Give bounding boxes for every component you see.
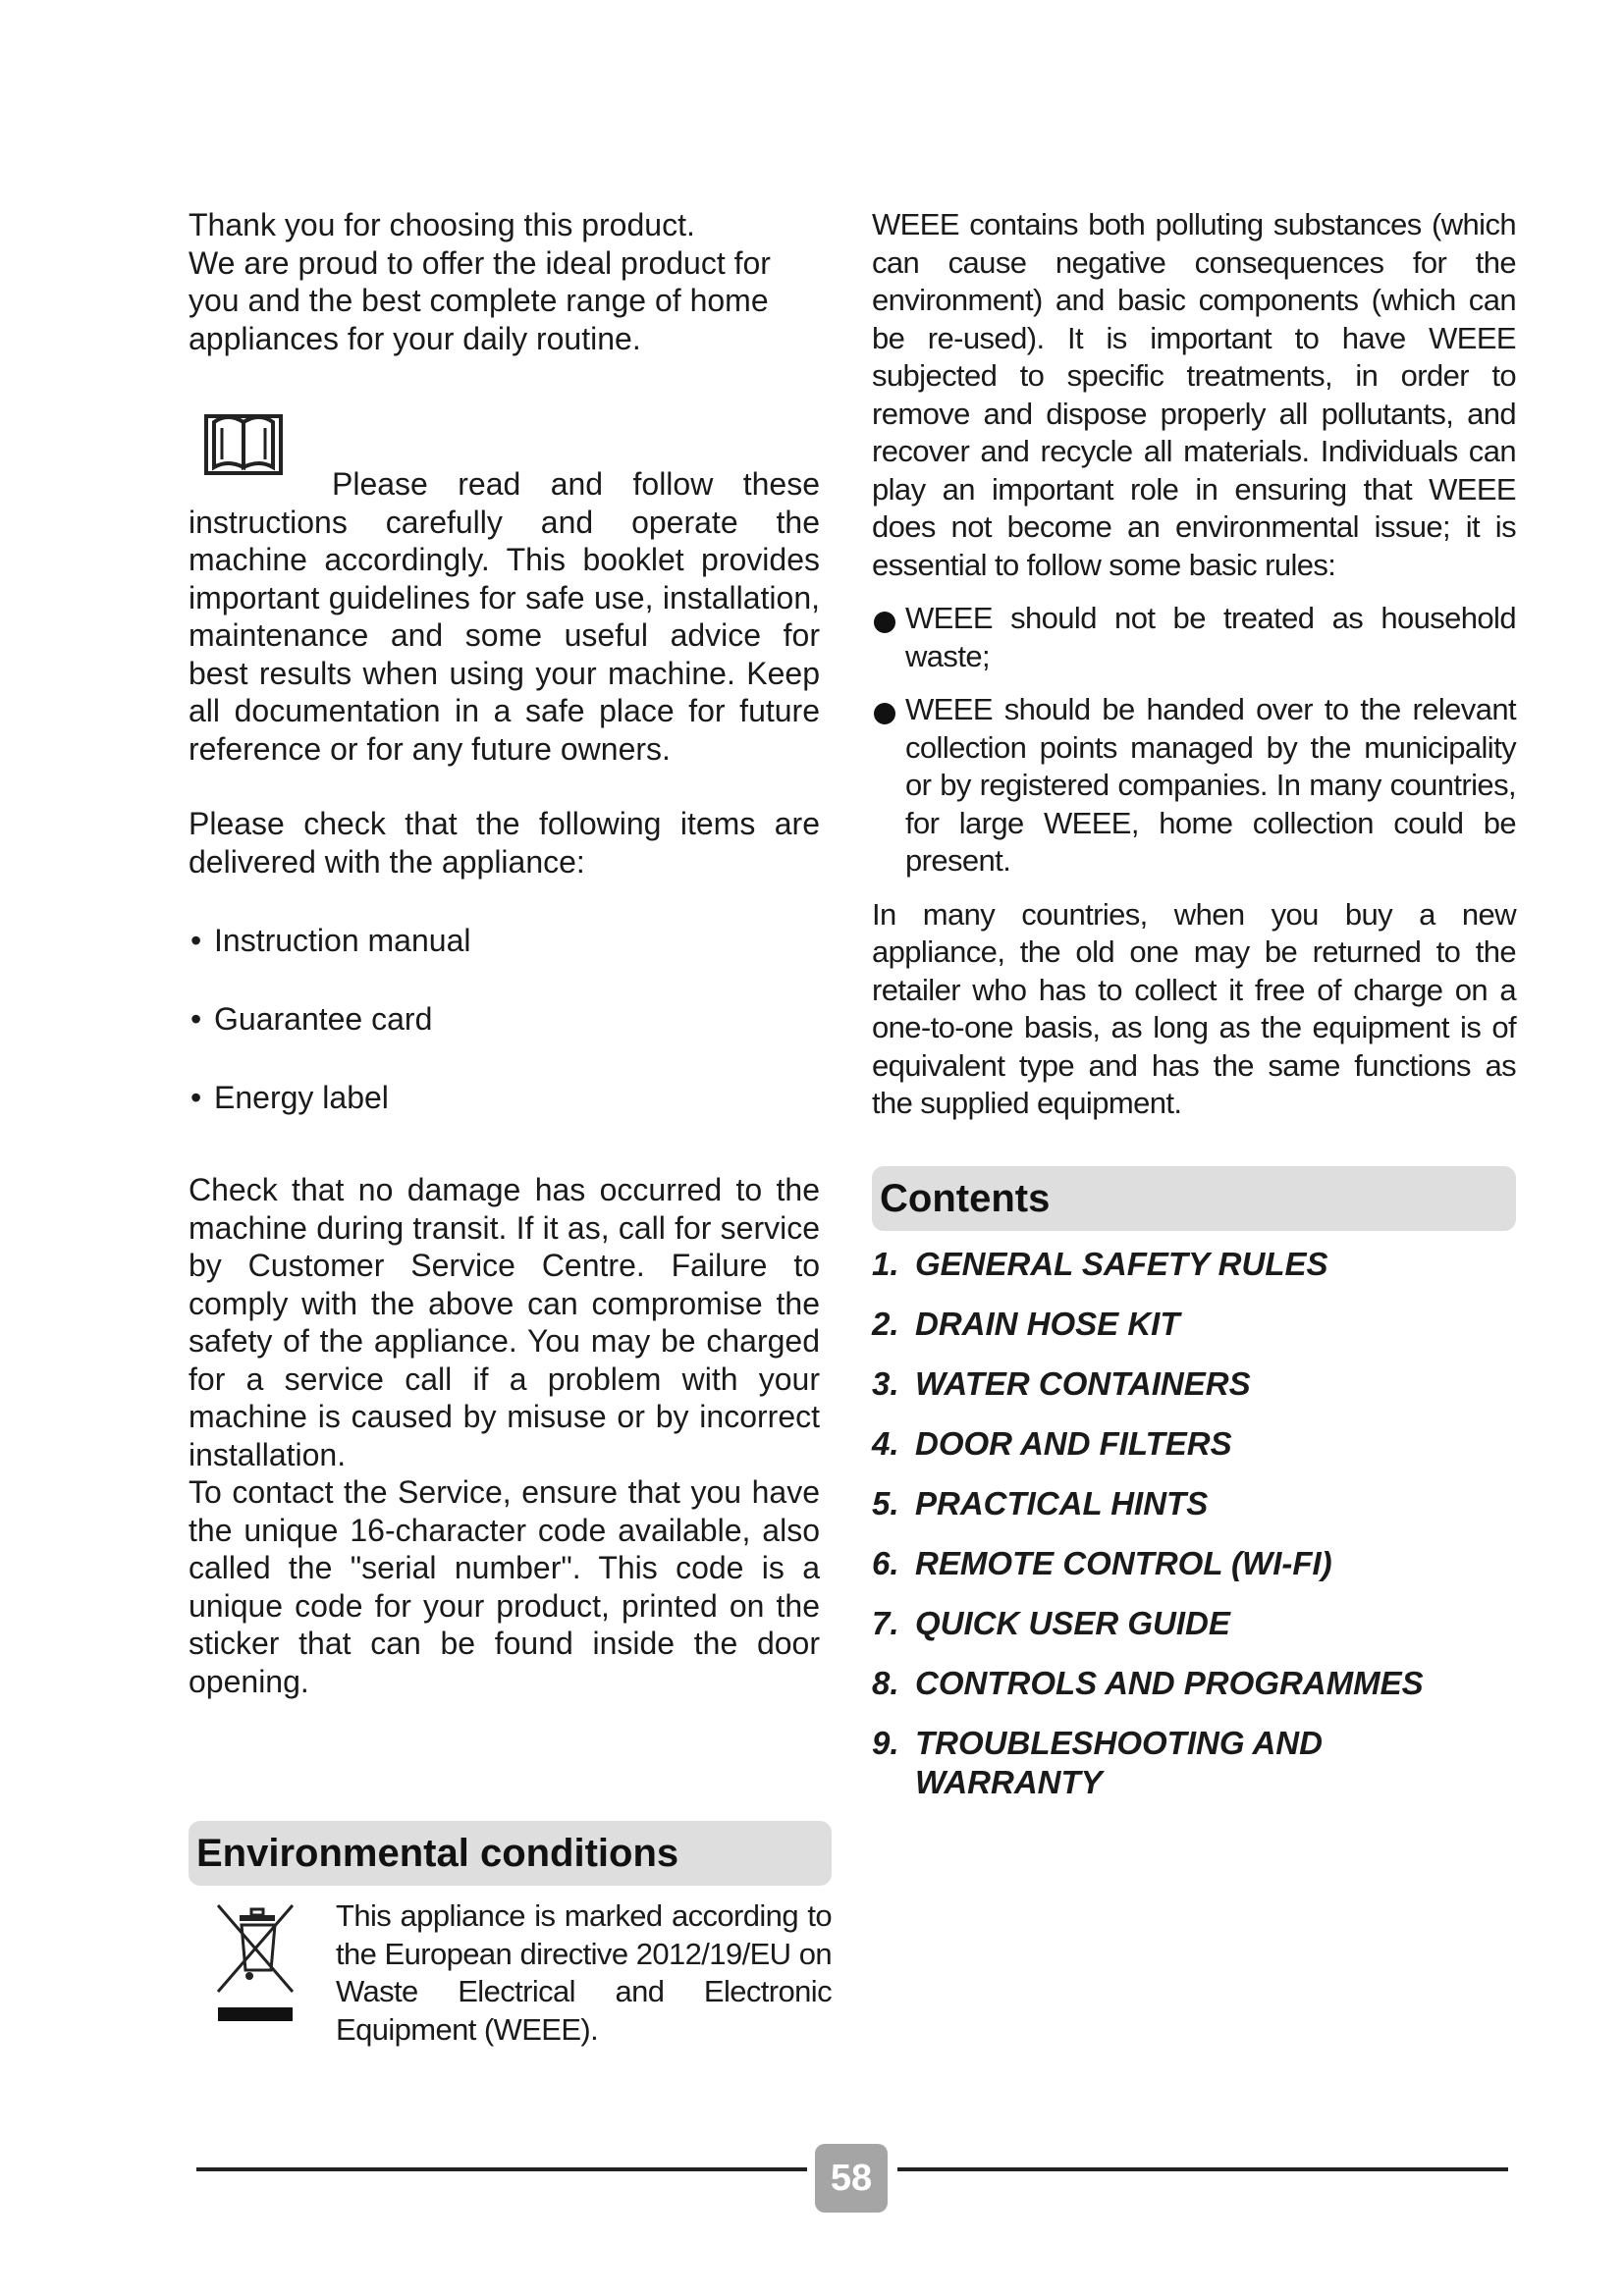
table-of-contents	[872, 1245, 1516, 1800]
list-item: WEEE should not be treated as household waste;	[872, 600, 1516, 675]
toc-item[interactable]: 5. PRACTICAL HINTS	[872, 1484, 1209, 1522]
list-item: • Instruction manual	[190, 923, 471, 958]
environmental-conditions-body	[189, 1897, 832, 2049]
left-column	[189, 206, 820, 1700]
toc-item[interactable]: 7. QUICK USER GUIDE	[872, 1604, 1230, 1641]
toc-item[interactable]: 6. REMOTE CONTROL (WI-FI)	[872, 1544, 1332, 1581]
weee-marking-text: This appliance is marked according to the European directive 2012/19/EU on Waste Electrical and Electronic Equipment (WEEE).	[336, 1898, 832, 2047]
intro	[189, 206, 820, 357]
list-item: • Energy label	[190, 1080, 389, 1115]
book-icon	[204, 408, 283, 479]
toc-item[interactable]: 3. WATER CONTAINERS	[872, 1364, 1251, 1402]
intro-proud: We are proud to offer the ideal product for you and the best complete range of home appliances for your daily routine.	[189, 244, 771, 356]
toc-item[interactable]: 1. GENERAL SAFETY RULES	[872, 1245, 1328, 1282]
right-column	[872, 206, 1516, 1800]
toc-item[interactable]: 2. DRAIN HOSE KIT	[872, 1305, 1180, 1342]
toc-item[interactable]: 9. TROUBLESHOOTING AND WARRANTY	[872, 1724, 1323, 1800]
intro-thanks: Thank you for choosing this product.	[189, 207, 695, 242]
page-number: 58	[815, 2144, 888, 2213]
footer-rule-left	[196, 2167, 807, 2171]
list-item: • Guarantee card	[190, 1001, 433, 1037]
contents-heading: Contents	[872, 1166, 1516, 1231]
check-items-text: Please check that the following items are delivered with the appliance:	[189, 806, 820, 880]
toc-item[interactable]: 4. DOOR AND FILTERS	[872, 1424, 1232, 1462]
footer-rule-right	[897, 2167, 1508, 2171]
return-old-appliance-text: In many countries, when you buy a new appliance, the old one may be returned to the retailer who has to collect it free of charge on a one-to-one basis, as long as the equipment is of equivalent type and has the same functions as the supplied equipment.	[872, 896, 1516, 1120]
delivered-items-list	[189, 922, 820, 1116]
list-item: WEEE should be handed over to the relevant collection points managed by the municipality or by registered companies. In many countries, for large WEEE, home collection could be present.	[872, 691, 1516, 881]
damage-text: Check that no damage has occurred to the machine during transit. If it as, call for service by Customer Service Centre. Failure to comply with the above can compromise the safety of the appliance. You may be charged for a service call if a problem with your machine is caused by misuse or by incorrect installation.	[189, 1172, 820, 1472]
read-instructions-block	[189, 408, 820, 768]
weee-rules-list	[872, 600, 1516, 881]
read-instructions-text: Please read and follow these instructions carefully and operate the machine accordingly. This booklet provides important guidelines for safe use, installation, maintenance and some useful advice for best results when using your machine. Keep all documentation in a safe place for future reference or for any future owners.	[189, 466, 820, 767]
service-text: To contact the Service, ensure that you have the unique 16-character code available, also called the "serial number". This code is a unique code for your product, printed on the sticker that can be found inside the door opening.	[189, 1474, 820, 1699]
toc-item[interactable]: 8. CONTROLS AND PROGRAMMES	[872, 1664, 1424, 1701]
weee-intro-text: WEEE contains both polluting substances (which can cause negative consequences for the environment) and basic components (which can be re-used). It is important to have WEEE subjected to specific treatments, in order to remove and dispose properly all pollutants, and recover and recycle all materials. Individuals can play an important role in ensuring that WEEE does not become an environmental issue; it is essential to follow some basic rules:	[872, 207, 1516, 582]
environmental-conditions-section	[189, 1821, 832, 2049]
crossed-bin-icon	[214, 1897, 297, 2025]
environmental-conditions-heading: Environmental conditions	[189, 1821, 832, 1886]
